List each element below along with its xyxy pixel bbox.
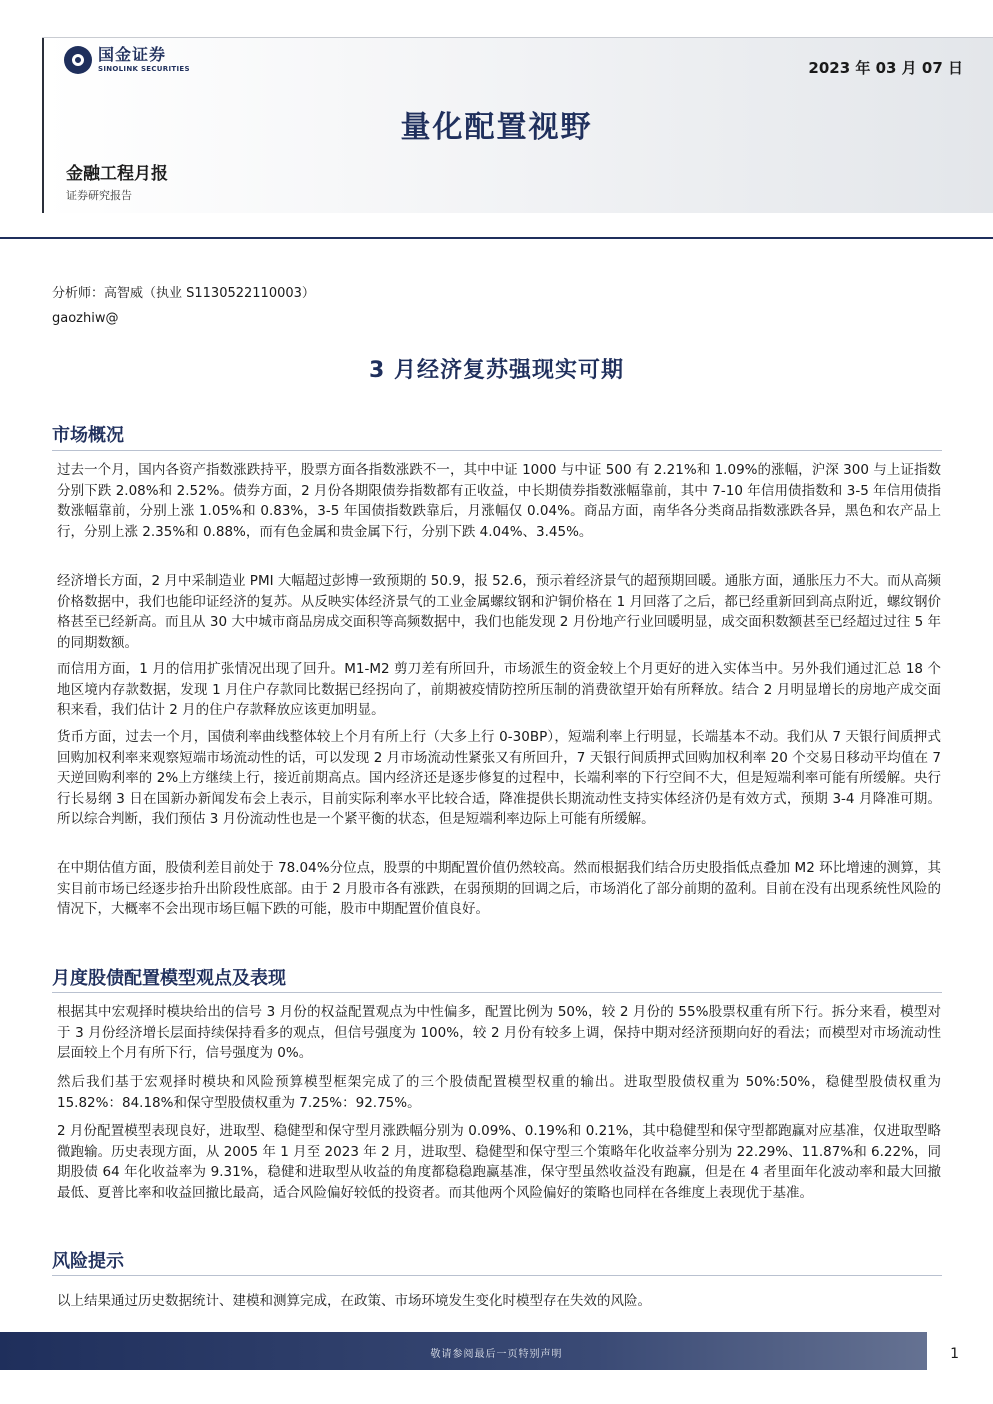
series-title: 量化配置视野 <box>400 110 593 145</box>
paragraph: 然后我们基于宏观择时模块和风险预算模型框架完成了的三个股债配置模型权重的输出。进取型股债权重为 50%:50%，稳健型股债权重为 15.82%：84.18%和保守型股债权重为 7.25%：92.75%。 <box>57 1074 941 1111</box>
logo-en: SINOLINK SECURITIES <box>98 65 190 73</box>
logo-cn: 国金证券 <box>98 45 167 64</box>
paragraph: 在中期估值方面，股债利差目前处于 78.04%分位点，股票的中期配置价值仍然较高。然而根据我们结合历史股指低点叠加 M2 环比增速的测算，其实目前市场已经逐步抬升出阶段性底部。由于 2 月股市各有涨跌，在弱预期的回调之后，市场消化了部分前期的盈利。目前在没有出现系统性风险的情况下，大概率不会出现市场巨幅下跌的可能，股市中期配置价值良好。 <box>57 860 941 917</box>
document-title: 3 月经济复苏强现实可期 <box>369 358 624 383</box>
report-subtype: 证券研究报告 <box>66 189 132 202</box>
paragraph: 过去一个月，国内各资产指数涨跌持平，股票方面各指数涨跌不一，其中中证 1000 与中证 500 有 2.21%和 1.09%的涨幅，沪深 300 与上证指数分别下跌 2.08%和 2.52%。债券方面，2 月份各期限债券指数都有正收益，中长期债券指数涨幅靠前，其中 7-10 年信用债指数和 3-5 年信用债指数涨幅靠前，分别上涨 1.05%和 0.83%，3-5 年国债指数跌靠后，月涨幅仅 0.04%。商品方面，南华各分类商品指数涨跌各异，黑色和农产品上行，分别上涨 2.35%和 0.88%，而有色金属和贵金属下行，分别下跌 4.04%、3.45%。 <box>57 462 941 540</box>
section-rule <box>52 450 942 451</box>
header-bottom-rule <box>0 237 993 239</box>
section-heading-risk: 风险提示 <box>52 1251 124 1272</box>
paragraph: 根据其中宏观择时模块给出的信号 3 月份的权益配置观点为中性偏多，配置比例为 50%，较 2 月份的 55%股票权重有所下行。拆分来看，模型对于 3 月份经济增长层面持续保持看多的观点，但信号强度为 100%，较 2 月份有较多上调，保持中期对经济预期向好的看法；而模型对市场流动性层面较上个月有所下行，信号强度为 0%。 <box>57 1004 941 1061</box>
report-date: 2023 年 03 月 07 日 <box>808 59 963 77</box>
header-divider <box>42 37 993 38</box>
section-rule <box>52 1275 942 1276</box>
paragraph: 经济增长方面，2 月中采制造业 PMI 大幅超过彭博一致预期的 50.9，报 52.6，预示着经济景气的超预期回暖。通胀方面，通胀压力不大。而从高频价格数据中，我们也能印证经济的复苏。从反映实体经济景气的工业金属螺纹钢和沪铜价格在 1 月回落了之后，都已经重新回到高点附近，螺纹钢价格甚至已经新高。而且从 30 大中城市商品房成交面积等高频数据中，我们也能发现 2 月份地产行业回暖明显，成交面积数额甚至已经超过过往 5 年的同期数额。 <box>57 573 941 651</box>
section-heading-market: 市场概况 <box>52 425 124 446</box>
logo-mark-icon <box>64 46 92 74</box>
report-type: 金融工程月报 <box>66 164 168 184</box>
paragraph: 2 月份配置模型表现良好，进取型、稳健型和保守型月涨跌幅分别为 0.09%、0.19%和 0.21%，其中稳健型和保守型都跑赢对应基准，仅进取型略微跑输。历史表现方面，从 2005 年 1 月至 2023 年 2 月，进取型、稳健型和保守型三个策略年化收益率分别为 22.29%、11.87%和 6.22%，同期股债 64 年化收益率为 9.31%，稳健和进取型从收益的角度都稳稳跑赢基准，保守型虽然收益没有跑赢，但是在 4 者里面年化波动率和最大回撤最低、夏普比率和收益回撤比最高，适合风险偏好较低的投资者。而其他两个风险偏好的策略也同样在各维度上表现优于基准。 <box>57 1123 941 1201</box>
disclaimer-note: 敬请参阅最后一页特别声明 <box>430 1349 563 1360</box>
company-logo <box>64 45 190 75</box>
paragraph: 而信用方面，1 月的信用扩张情况出现了回升。M1-M2 剪刀差有所回升，市场派生的资金较上个月更好的进入实体当中。另外我们通过汇总 18 个地区境内存款数据，发现 1 月住户存款同比数据已经拐向了，前期被疫情防控所压制的消费欲望开始有所释放。结合 2 月明显增长的房地产成交面积来看，我们估计 2 月的住户存款释放应该更加明显。 <box>57 661 941 718</box>
section-heading-model: 月度股债配置模型观点及表现 <box>52 968 286 989</box>
section-rule <box>52 992 942 993</box>
paragraph: 货币方面，过去一个月，国债利率曲线整体较上个月有所上行（大多上行 0-30BP），短端利率上行明显，长端基本不动。我们从 7 天银行间质押式回购加权利率来观察短端市场流动性的话，可以发现 2 月市场流动性紧张又有所回升，7 天银行间质押式回购加权利率 20 个交易日移动平均值在 7 天逆回购利率的 2%上方继续上行，接近前期高点。国内经济还是逐步修复的过程中，长端利率的下行空间不大，但是短端利率可能有所缓解。央行行长易纲 3 日在国新办新闻发布会上表示，目前实际利率水平比较合适，降准提供长期流动性支持实体经济仍是有效方式，预期 3-4 月降准可期。所以综合判断，我们预估 3 月份流动性也是一个紧平衡的状态，但是短端利率边际上可能有所缓解。 <box>57 729 941 827</box>
page-number: 1 <box>950 1346 959 1362</box>
analyst-email: gaozhiw@ <box>52 311 119 326</box>
analyst-info: 分析师：高智威（执业 S1130522110003） <box>52 286 315 301</box>
paragraph: 以上结果通过历史数据统计、建模和测算完成，在政策、市场环境发生变化时模型存在失效的风险。 <box>57 1293 651 1309</box>
